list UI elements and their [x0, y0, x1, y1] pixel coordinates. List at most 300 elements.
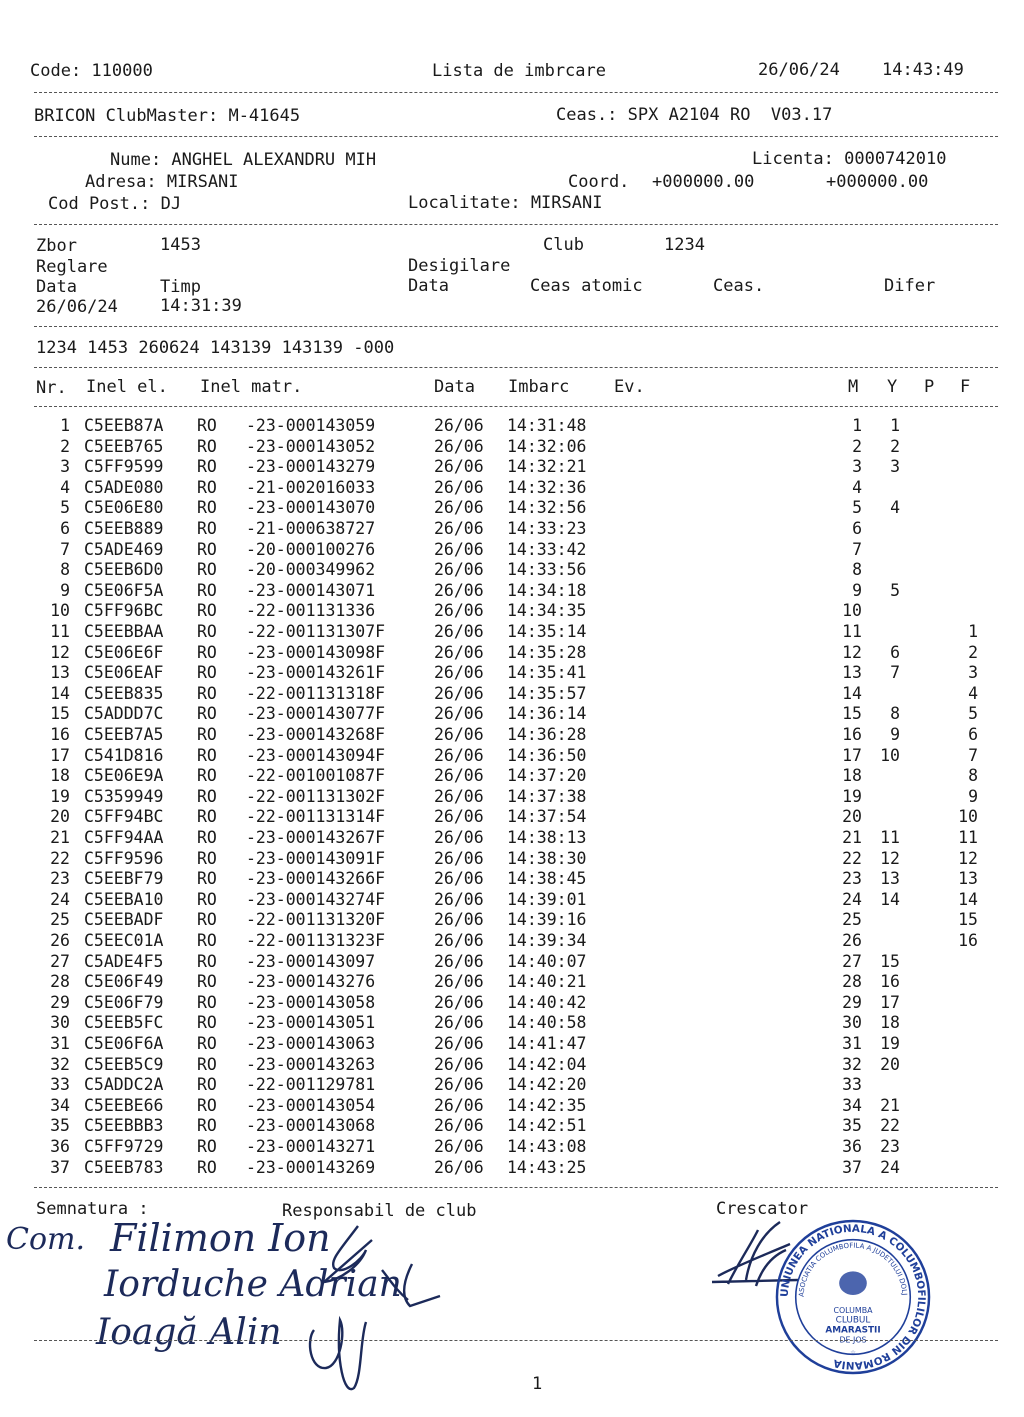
basket-time: 14:36:28	[507, 725, 587, 744]
star-icon: ☆	[850, 1347, 856, 1358]
col-m: M	[848, 377, 859, 397]
count-m: 17	[842, 745, 862, 765]
count-m: 31	[842, 1034, 862, 1053]
table-row	[0, 519, 1024, 540]
registration-ring: -23-000143263	[246, 1054, 376, 1074]
print-time: 14:43:49	[882, 60, 964, 80]
country-code: RO	[197, 416, 217, 435]
count-m: 11	[842, 622, 862, 641]
basket-time: 14:39:16	[507, 910, 587, 930]
count-f: 11	[958, 828, 978, 847]
atomic-clock-label: Ceas atomic	[530, 276, 643, 296]
basket-date: 26/06	[434, 580, 484, 600]
count-f: 14	[958, 889, 978, 909]
country-code: RO	[197, 972, 217, 992]
row-number: 19	[50, 786, 70, 806]
registration-ring: -23-000143261F	[246, 663, 386, 683]
basket-date: 26/06	[434, 869, 484, 889]
country-code: RO	[197, 539, 217, 559]
locality: Localitate: MIRSANI	[408, 193, 603, 213]
row-number: 8	[60, 560, 70, 580]
count-y: 23	[880, 1137, 900, 1156]
basket-time: 14:35:28	[507, 642, 587, 662]
electronic-ring: C5ADDC2A	[84, 1075, 164, 1095]
row-number: 12	[50, 642, 70, 662]
registration-ring: -23-000143266F	[246, 869, 386, 889]
table-row	[0, 663, 1024, 684]
table-row	[0, 807, 1024, 828]
count-y: 22	[880, 1116, 900, 1136]
country-code: RO	[197, 1054, 217, 1074]
registration-ring: -21-000638727	[246, 519, 376, 538]
basket-date: 26/06	[434, 560, 484, 580]
basket-time: 14:38:13	[507, 828, 587, 847]
count-m: 15	[842, 704, 862, 724]
basket-date: 26/06	[434, 1034, 484, 1053]
count-m: 14	[842, 683, 862, 703]
row-number: 37	[50, 1157, 70, 1177]
flight-number: 1453	[160, 235, 201, 255]
basket-date: 26/06	[434, 1116, 484, 1136]
club-number: 1234	[664, 235, 705, 255]
electronic-ring: C5EEBA10	[84, 889, 164, 909]
table-row	[0, 1075, 1024, 1096]
country-code: RO	[197, 477, 217, 497]
electronic-ring: C5ADE4F5	[84, 951, 164, 971]
divider	[34, 92, 998, 93]
registration-ring: -23-000143269	[246, 1157, 376, 1177]
document-title: Lista de imbrcare	[432, 61, 606, 81]
count-m: 2	[852, 436, 862, 456]
count-m: 4	[852, 477, 862, 497]
reglare-date: 26/06/24	[36, 297, 118, 317]
registration-ring: -23-000143068	[246, 1116, 376, 1136]
row-number: 14	[50, 683, 70, 703]
count-m: 1	[852, 416, 862, 435]
count-m: 19	[842, 786, 862, 806]
basket-time: 14:43:08	[507, 1137, 587, 1156]
col-p: P	[924, 377, 935, 397]
handwritten-com: Com.	[6, 1222, 85, 1257]
basket-date: 26/06	[434, 704, 484, 724]
basket-date: 26/06	[434, 766, 484, 786]
country-code: RO	[197, 1137, 217, 1156]
registration-ring: -23-000143094F	[246, 745, 386, 765]
stamp-inner-text: ASOCIATIA COLUMBOFILA A JUDETULUI DOLJ	[797, 1241, 909, 1298]
count-m: 36	[842, 1137, 862, 1156]
count-m: 22	[842, 848, 862, 868]
basket-time: 14:32:56	[507, 498, 587, 518]
registration-ring: -23-000143077F	[246, 704, 386, 724]
electronic-ring: C5FF9596	[84, 848, 164, 868]
basket-time: 14:39:34	[507, 931, 587, 950]
count-f: 9	[968, 786, 978, 806]
country-code: RO	[197, 498, 217, 518]
count-f: 6	[968, 725, 978, 744]
registration-ring: -20-000100276	[246, 539, 376, 559]
count-y: 6	[890, 642, 900, 662]
electronic-ring: C5EEB87A	[84, 416, 164, 435]
registration-ring: -23-000143097	[246, 951, 376, 971]
country-code: RO	[197, 828, 217, 847]
clock-label: Ceas.	[713, 276, 765, 296]
country-code: RO	[197, 848, 217, 868]
count-m: 7	[852, 539, 862, 559]
basket-date: 26/06	[434, 683, 484, 703]
count-m: 27	[842, 951, 862, 971]
count-m: 28	[842, 972, 862, 992]
divider	[34, 406, 998, 407]
country-code: RO	[197, 457, 217, 477]
table-row	[0, 972, 1024, 993]
count-y: 18	[880, 1013, 900, 1033]
basket-time: 14:37:38	[507, 786, 587, 806]
col-ev: Ev.	[614, 377, 645, 397]
country-code: RO	[197, 683, 217, 703]
count-m: 18	[842, 766, 862, 786]
count-f: 3	[968, 663, 978, 683]
breeder-label: Crescator	[716, 1199, 809, 1219]
country-code: RO	[197, 436, 217, 456]
basket-time: 14:40:42	[507, 992, 587, 1012]
registration-ring: -22-001131336	[246, 601, 376, 621]
registration-ring: -23-000143071	[246, 580, 376, 600]
reglare-label: Reglare	[36, 257, 108, 277]
col-data: Data	[434, 377, 475, 397]
club-stamp	[774, 1218, 932, 1376]
registration-ring: -23-000143058	[246, 992, 376, 1012]
table-row	[0, 643, 1024, 664]
row-number: 10	[50, 601, 70, 621]
count-y: 21	[880, 1095, 900, 1115]
table-row	[0, 746, 1024, 767]
table-row	[0, 437, 1024, 458]
registration-ring: -23-000143279	[246, 457, 376, 477]
table-row	[0, 704, 1024, 725]
electronic-ring: C5359949	[84, 786, 164, 806]
count-y: 12	[880, 848, 900, 868]
electronic-ring: C5FF94BC	[84, 807, 164, 827]
count-m: 23	[842, 869, 862, 889]
table-row	[0, 849, 1024, 870]
table-row	[0, 684, 1024, 705]
row-number: 6	[60, 519, 70, 538]
count-m: 21	[842, 828, 862, 847]
divider	[34, 136, 998, 137]
basket-time: 14:40:07	[507, 951, 587, 971]
col-inel-el: Inel el.	[86, 377, 168, 397]
divider	[34, 224, 998, 225]
table-row	[0, 725, 1024, 746]
country-code: RO	[197, 931, 217, 950]
row-number: 31	[50, 1034, 70, 1053]
count-y: 5	[890, 580, 900, 600]
coord-x: +000000.00	[652, 172, 755, 192]
table-row	[0, 416, 1024, 437]
registration-ring: -23-000143070	[246, 498, 376, 518]
desigilare-label: Desigilare	[408, 256, 511, 276]
electronic-ring: C541D816	[84, 745, 164, 765]
basket-date: 26/06	[434, 457, 484, 477]
registration-ring: -22-001129781	[246, 1075, 376, 1095]
table-row	[0, 993, 1024, 1014]
coord-y: +000000.00	[826, 172, 929, 192]
count-m: 10	[842, 601, 862, 621]
basket-time: 14:32:06	[507, 436, 587, 456]
print-date: 26/06/24	[758, 60, 840, 80]
electronic-ring: C5ADE080	[84, 477, 164, 497]
country-code: RO	[197, 622, 217, 641]
registration-ring: -23-000143052	[246, 436, 376, 456]
table-row	[0, 931, 1024, 952]
registration-ring: -22-001131323F	[246, 931, 386, 950]
count-f: 13	[958, 869, 978, 889]
country-code: RO	[197, 951, 217, 971]
stamp-line-1: COLUMBA	[833, 1305, 873, 1315]
count-y: 10	[880, 745, 900, 765]
count-m: 30	[842, 1013, 862, 1033]
basket-time: 14:42:20	[507, 1075, 587, 1095]
basket-date: 26/06	[434, 1075, 484, 1095]
table-row	[0, 560, 1024, 581]
row-number: 36	[50, 1137, 70, 1156]
table-row	[0, 601, 1024, 622]
divider	[34, 1340, 998, 1341]
electronic-ring: C5EEBADF	[84, 910, 164, 930]
count-y: 17	[880, 992, 900, 1012]
basket-time: 14:40:58	[507, 1013, 587, 1033]
basket-date: 26/06	[434, 601, 484, 621]
basket-time: 14:41:47	[507, 1034, 587, 1053]
electronic-ring: C5E06F79	[84, 992, 164, 1012]
country-code: RO	[197, 786, 217, 806]
count-m: 16	[842, 725, 862, 744]
count-m: 24	[842, 889, 862, 909]
basket-date: 26/06	[434, 622, 484, 641]
basket-date: 26/06	[434, 519, 484, 538]
basket-date: 26/06	[434, 951, 484, 971]
count-f: 7	[968, 745, 978, 765]
handwritten-name-1: Filimon Ion	[110, 1216, 331, 1260]
divider	[34, 1187, 998, 1188]
country-code: RO	[197, 1095, 217, 1115]
electronic-ring: C5FF9599	[84, 457, 164, 477]
row-number: 3	[60, 457, 70, 477]
stamp-line-3: AMARASTII	[825, 1325, 881, 1336]
electronic-ring: C5ADE469	[84, 539, 164, 559]
count-y: 14	[880, 889, 900, 909]
count-m: 34	[842, 1095, 862, 1115]
basket-date: 26/06	[434, 1157, 484, 1177]
electronic-ring: C5EEC01A	[84, 931, 164, 950]
electronic-ring: C5E06E9A	[84, 766, 164, 786]
table-row	[0, 1158, 1024, 1179]
table-row	[0, 1034, 1024, 1055]
electronic-ring: C5E06E6F	[84, 642, 164, 662]
country-code: RO	[197, 807, 217, 827]
basket-date: 26/06	[434, 1137, 484, 1156]
electronic-ring: C5FF9729	[84, 1137, 164, 1156]
desigilare-date-label: Data	[408, 276, 449, 296]
basket-time: 14:42:04	[507, 1054, 587, 1074]
row-number: 30	[50, 1013, 70, 1033]
country-code: RO	[197, 869, 217, 889]
count-m: 9	[852, 580, 862, 600]
electronic-ring: C5EEB835	[84, 683, 164, 703]
clubmaster-id: BRICON ClubMaster: M-41645	[34, 106, 301, 126]
country-code: RO	[197, 704, 217, 724]
basket-date: 26/06	[434, 725, 484, 744]
electronic-ring: C5E06F6A	[84, 1034, 164, 1053]
divider	[34, 326, 998, 327]
row-number: 29	[50, 992, 70, 1012]
club-responsible-label: Responsabil de club	[282, 1201, 477, 1221]
row-number: 21	[50, 828, 70, 847]
col-f: F	[960, 377, 971, 397]
electronic-ring: C5EEBF79	[84, 869, 164, 889]
basket-time: 14:38:30	[507, 848, 587, 868]
row-number: 24	[50, 889, 70, 909]
country-code: RO	[197, 601, 217, 621]
country-code: RO	[197, 1075, 217, 1095]
postal-code: Cod Post.: DJ	[48, 194, 182, 214]
clock-info: Ceas.: SPX A2104 RO V03.17	[556, 105, 833, 125]
registration-ring: -22-001131318F	[246, 683, 386, 703]
basket-time: 14:40:21	[507, 972, 587, 992]
owner-name: Nume: ANGHEL ALEXANDRU MIH	[110, 150, 377, 170]
basket-time: 14:35:14	[507, 622, 587, 641]
electronic-ring: C5EEBBAA	[84, 622, 164, 641]
stamp-line-2: CLUBUL	[835, 1315, 871, 1326]
difference-label: Difer	[884, 276, 936, 296]
row-number: 34	[50, 1095, 70, 1115]
count-m: 35	[842, 1116, 862, 1136]
table-row	[0, 890, 1024, 911]
table-row	[0, 766, 1024, 787]
count-y: 19	[880, 1034, 900, 1053]
registration-ring: -23-000143059	[246, 416, 376, 435]
basket-date: 26/06	[434, 539, 484, 559]
row-number: 17	[50, 745, 70, 765]
table-row	[0, 581, 1024, 602]
registration-ring: -23-000143091F	[246, 848, 386, 868]
electronic-ring: C5ADDD7C	[84, 704, 164, 724]
basket-time: 14:35:41	[507, 663, 587, 683]
basket-time: 14:33:42	[507, 539, 587, 559]
count-y: 13	[880, 869, 900, 889]
basket-date: 26/06	[434, 931, 484, 950]
table-row	[0, 540, 1024, 561]
table-row	[0, 1116, 1024, 1137]
country-code: RO	[197, 663, 217, 683]
basket-date: 26/06	[434, 848, 484, 868]
table-row	[0, 457, 1024, 478]
electronic-ring: C5EEB7A5	[84, 725, 164, 744]
basket-time: 14:39:01	[507, 889, 587, 909]
basket-date: 26/06	[434, 477, 484, 497]
electronic-ring: C5E06EAF	[84, 663, 164, 683]
electronic-ring: C5EEB6D0	[84, 560, 164, 580]
count-f: 1	[968, 622, 978, 641]
country-code: RO	[197, 1013, 217, 1033]
basket-time: 14:36:50	[507, 745, 587, 765]
count-y: 3	[890, 457, 900, 477]
registration-ring: -23-000143063	[246, 1034, 376, 1053]
row-number: 4	[60, 477, 70, 497]
table-row	[0, 1013, 1024, 1034]
registration-ring: -22-001131320F	[246, 910, 386, 930]
registration-ring: -22-001001087F	[246, 766, 386, 786]
row-number: 25	[50, 910, 70, 930]
registration-ring: -22-001131307F	[246, 622, 386, 641]
country-code: RO	[197, 1157, 217, 1177]
pigeon-emblem-icon	[839, 1271, 867, 1295]
registration-ring: -23-000143098F	[246, 642, 386, 662]
table-row	[0, 952, 1024, 973]
basket-time: 14:32:36	[507, 477, 587, 497]
basket-time: 14:36:14	[507, 704, 587, 724]
row-number: 33	[50, 1075, 70, 1095]
divider	[34, 367, 998, 368]
electronic-ring: C5E06F5A	[84, 580, 164, 600]
flight-code-line: 1234 1453 260624 143139 143139 -000	[36, 338, 395, 358]
country-code: RO	[197, 992, 217, 1012]
row-number: 35	[50, 1116, 70, 1136]
basket-date: 26/06	[434, 745, 484, 765]
registration-ring: -23-000143054	[246, 1095, 376, 1115]
reglare-time: 14:31:39	[160, 296, 242, 316]
country-code: RO	[197, 889, 217, 909]
country-code: RO	[197, 766, 217, 786]
count-f: 5	[968, 704, 978, 724]
electronic-ring: C5EEB765	[84, 436, 164, 456]
count-y: 4	[890, 498, 900, 518]
col-inel-matr: Inel matr.	[200, 377, 303, 397]
col-nr: Nr.	[36, 378, 67, 398]
count-m: 8	[852, 560, 862, 580]
basket-date: 26/06	[434, 910, 484, 930]
row-number: 13	[50, 663, 70, 683]
basket-date: 26/06	[434, 436, 484, 456]
row-number: 23	[50, 869, 70, 889]
basket-time: 14:42:35	[507, 1095, 587, 1115]
row-number: 26	[50, 931, 70, 950]
basket-date: 26/06	[434, 1095, 484, 1115]
row-number: 18	[50, 766, 70, 786]
country-code: RO	[197, 725, 217, 744]
stamp-outer-text: UNIUNEA NATIONALA A COLUMBOFILILOR DIN ROMANIA	[778, 1222, 928, 1372]
electronic-ring: C5E06E80	[84, 498, 164, 518]
page-number: 1	[532, 1374, 543, 1394]
owner-license: Licenta: 0000742010	[752, 149, 947, 169]
basket-time: 14:31:48	[507, 416, 587, 435]
basket-time: 14:43:25	[507, 1157, 587, 1177]
row-number: 5	[60, 498, 70, 518]
basket-time: 14:37:20	[507, 766, 587, 786]
basket-date: 26/06	[434, 889, 484, 909]
row-number: 28	[50, 972, 70, 992]
basket-date: 26/06	[434, 1054, 484, 1074]
count-f: 12	[958, 848, 978, 868]
electronic-ring: C5EEBBB3	[84, 1116, 164, 1136]
basket-time: 14:32:21	[507, 457, 587, 477]
flight-label: Zbor	[36, 236, 77, 256]
count-m: 13	[842, 663, 862, 683]
table-row	[0, 1055, 1024, 1076]
row-number: 27	[50, 951, 70, 971]
col-imbarc: Imbarc	[508, 377, 570, 397]
basket-time: 14:37:54	[507, 807, 587, 827]
